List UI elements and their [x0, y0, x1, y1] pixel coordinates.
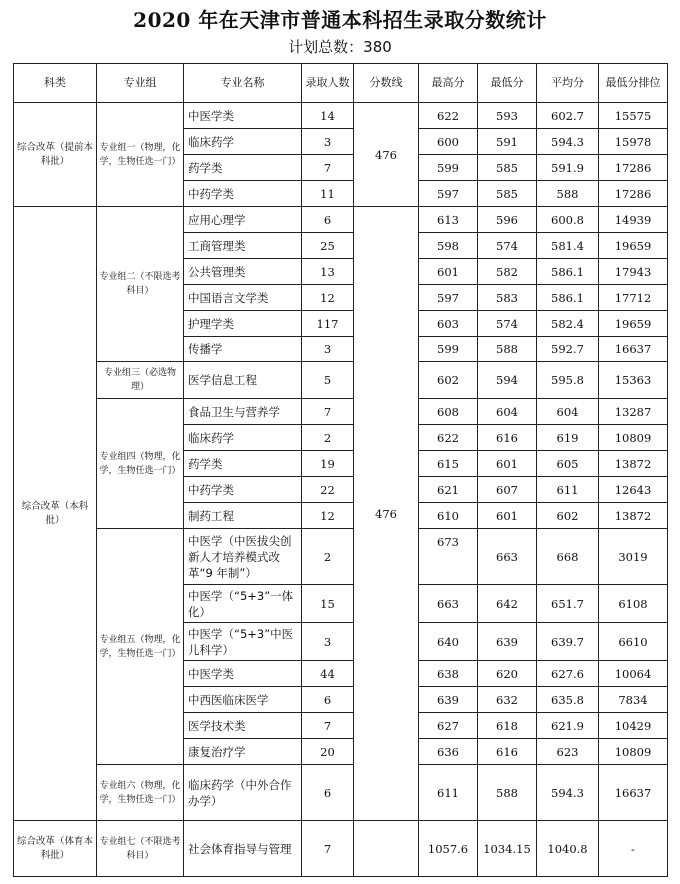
major-cell: 临床药学（中外合作办学）	[184, 765, 302, 821]
rank-cell: 13872	[599, 503, 668, 529]
enroll-cell: 44	[302, 661, 354, 687]
enroll-cell: 2	[302, 425, 354, 451]
min-cell: 582	[478, 259, 537, 285]
max-cell: 663	[419, 585, 478, 623]
cutoff-cell: 476	[354, 103, 419, 207]
enroll-cell: 7	[302, 155, 354, 181]
max-cell: 602	[419, 362, 478, 399]
table-row	[14, 103, 668, 129]
enroll-cell: 12	[302, 285, 354, 311]
avg-cell: 591.9	[537, 155, 599, 181]
avg-cell: 581.4	[537, 233, 599, 259]
max-cell: 613	[419, 207, 478, 233]
rank-cell: 17286	[599, 155, 668, 181]
group-cell: 专业组一（物理，化学，生物任选一门）	[97, 103, 184, 207]
group-cell: 专业组六（物理，化学，生物任选一门）	[97, 765, 184, 821]
max-cell: 599	[419, 155, 478, 181]
admission-score-table	[13, 63, 668, 877]
min-cell: 601	[478, 503, 537, 529]
table-row	[14, 529, 668, 585]
avg-cell: 668	[537, 529, 599, 585]
enroll-cell: 6	[302, 207, 354, 233]
max-cell: 599	[419, 337, 478, 362]
avg-cell: 619	[537, 425, 599, 451]
avg-cell: 635.8	[537, 687, 599, 713]
major-cell: 中医学类	[184, 103, 302, 129]
avg-cell: 592.7	[537, 337, 599, 362]
rank-cell: 16637	[599, 337, 668, 362]
major-cell: 中医学（“5+3”一体化）	[184, 585, 302, 623]
rank-cell: 17943	[599, 259, 668, 285]
page-title: 2020 年在天津市普通本科招生录取分数统计	[133, 8, 547, 32]
min-cell: 616	[478, 739, 537, 765]
table-row	[14, 765, 668, 821]
max-cell: 627	[419, 713, 478, 739]
avg-cell: 600.8	[537, 207, 599, 233]
avg-cell: 1040.8	[537, 821, 599, 877]
avg-cell: 623	[537, 739, 599, 765]
min-cell: 632	[478, 687, 537, 713]
min-cell: 583	[478, 285, 537, 311]
max-cell: 621	[419, 477, 478, 503]
major-cell: 护理学类	[184, 311, 302, 337]
major-cell: 中国语言文学类	[184, 285, 302, 311]
max-cell: 622	[419, 103, 478, 129]
rank-cell: 14939	[599, 207, 668, 233]
enroll-cell: 2	[302, 529, 354, 585]
min-cell: 574	[478, 233, 537, 259]
min-cell: 574	[478, 311, 537, 337]
enroll-cell: 6	[302, 687, 354, 713]
major-cell: 食品卫生与营养学	[184, 399, 302, 425]
max-cell: 636	[419, 739, 478, 765]
max-cell: 608	[419, 399, 478, 425]
avg-cell: 595.8	[537, 362, 599, 399]
rank-cell: 7834	[599, 687, 668, 713]
min-cell: 588	[478, 337, 537, 362]
group-cell: 专业组七（不限选考科目）	[97, 821, 184, 877]
major-cell: 中医学（中医拔尖创新人才培养模式改革“9 年制”）	[184, 529, 302, 585]
major-cell: 药学类	[184, 451, 302, 477]
enroll-cell: 15	[302, 585, 354, 623]
max-cell: 598	[419, 233, 478, 259]
table-row	[14, 207, 668, 233]
major-cell: 康复治疗学	[184, 739, 302, 765]
enroll-cell: 7	[302, 399, 354, 425]
major-cell: 中医学类	[184, 661, 302, 687]
max-cell: 611	[419, 765, 478, 821]
avg-cell: 582.4	[537, 311, 599, 337]
group-cell: 专业组三（必选物理）	[97, 362, 184, 399]
max-cell: 597	[419, 285, 478, 311]
header-category: 科类	[14, 64, 97, 103]
avg-cell: 588	[537, 181, 599, 207]
max-cell: 597	[419, 181, 478, 207]
group-cell: 专业组五（物理，化学，生物任选一门）	[97, 529, 184, 765]
avg-cell: 605	[537, 451, 599, 477]
min-cell: 585	[478, 181, 537, 207]
cutoff-cell	[354, 821, 419, 877]
min-cell: 585	[478, 155, 537, 181]
avg-cell: 627.6	[537, 661, 599, 687]
rank-cell: 15575	[599, 103, 668, 129]
table-row	[14, 362, 668, 399]
rank-cell: 3019	[599, 529, 668, 585]
avg-cell: 586.1	[537, 259, 599, 285]
major-cell: 中药学类	[184, 477, 302, 503]
header-rank: 最低分排位	[599, 64, 668, 103]
max-cell: 600	[419, 129, 478, 155]
avg-cell: 594.3	[537, 765, 599, 821]
avg-cell: 604	[537, 399, 599, 425]
enroll-cell: 5	[302, 362, 354, 399]
enroll-cell: 3	[302, 129, 354, 155]
header-row	[14, 64, 668, 103]
major-cell: 医学信息工程	[184, 362, 302, 399]
min-cell: 591	[478, 129, 537, 155]
header-min: 最低分	[478, 64, 537, 103]
cutoff-cell: 476	[354, 207, 419, 821]
rank-cell: 15978	[599, 129, 668, 155]
min-cell: 663	[478, 529, 537, 585]
avg-cell: 651.7	[537, 585, 599, 623]
header-avg: 平均分	[537, 64, 599, 103]
rank-cell: 10429	[599, 713, 668, 739]
major-cell: 传播学	[184, 337, 302, 362]
rank-cell: 13287	[599, 399, 668, 425]
header-major: 专业名称	[184, 64, 302, 103]
rank-cell: 10809	[599, 739, 668, 765]
rank-cell: 16637	[599, 765, 668, 821]
min-cell: 642	[478, 585, 537, 623]
enroll-cell: 25	[302, 233, 354, 259]
min-cell: 607	[478, 477, 537, 503]
max-cell: 622	[419, 425, 478, 451]
avg-cell: 621.9	[537, 713, 599, 739]
header-enroll: 录取人数	[302, 64, 354, 103]
min-cell: 596	[478, 207, 537, 233]
enroll-cell: 7	[302, 821, 354, 877]
max-cell: 610	[419, 503, 478, 529]
major-cell: 社会体育指导与管理	[184, 821, 302, 877]
enroll-cell: 6	[302, 765, 354, 821]
rank-cell: 12643	[599, 477, 668, 503]
major-cell: 制药工程	[184, 503, 302, 529]
rank-cell: 19659	[599, 311, 668, 337]
min-cell: 1034.15	[478, 821, 537, 877]
major-cell: 应用心理学	[184, 207, 302, 233]
max-cell: 601	[419, 259, 478, 285]
avg-cell: 586.1	[537, 285, 599, 311]
enroll-cell: 20	[302, 739, 354, 765]
min-cell: 601	[478, 451, 537, 477]
rank-cell: 17286	[599, 181, 668, 207]
min-cell: 618	[478, 713, 537, 739]
avg-cell: 602	[537, 503, 599, 529]
enroll-cell: 22	[302, 477, 354, 503]
avg-cell: 611	[537, 477, 599, 503]
min-cell: 593	[478, 103, 537, 129]
enroll-cell: 12	[302, 503, 354, 529]
enroll-cell: 13	[302, 259, 354, 285]
rank-cell: 19659	[599, 233, 668, 259]
rank-cell: 6610	[599, 623, 668, 661]
major-cell: 药学类	[184, 155, 302, 181]
max-cell: 638	[419, 661, 478, 687]
major-cell: 中医学（“5+3”中医儿科学）	[184, 623, 302, 661]
min-cell: 588	[478, 765, 537, 821]
group-cell: 专业组四（物理，化学，生物任选一门）	[97, 399, 184, 529]
enroll-cell: 117	[302, 311, 354, 337]
rank-cell: 15363	[599, 362, 668, 399]
min-cell: 604	[478, 399, 537, 425]
avg-cell: 602.7	[537, 103, 599, 129]
max-cell: 615	[419, 451, 478, 477]
min-cell: 639	[478, 623, 537, 661]
major-cell: 公共管理类	[184, 259, 302, 285]
max-cell: 673	[419, 529, 478, 585]
rank-cell: 17712	[599, 285, 668, 311]
min-cell: 620	[478, 661, 537, 687]
major-cell: 临床药学	[184, 129, 302, 155]
group-cell: 专业组二（不限选考科目）	[97, 207, 184, 362]
major-cell: 工商管理类	[184, 233, 302, 259]
rank-cell: 10064	[599, 661, 668, 687]
plan-total: 计划总数：380	[288, 38, 392, 56]
table-row	[14, 821, 668, 877]
enroll-cell: 19	[302, 451, 354, 477]
category-cell: 综合改革（本科批）	[14, 207, 97, 821]
min-cell: 594	[478, 362, 537, 399]
rank-cell: 6108	[599, 585, 668, 623]
rank-cell: -	[599, 821, 668, 877]
max-cell: 640	[419, 623, 478, 661]
rank-cell: 13872	[599, 451, 668, 477]
header-cutoff: 分数线	[354, 64, 419, 103]
rank-cell: 10809	[599, 425, 668, 451]
enroll-cell: 11	[302, 181, 354, 207]
major-cell: 中药学类	[184, 181, 302, 207]
max-cell: 639	[419, 687, 478, 713]
avg-cell: 594.3	[537, 129, 599, 155]
major-cell: 中西医临床医学	[184, 687, 302, 713]
header-max: 最高分	[419, 64, 478, 103]
enroll-cell: 3	[302, 623, 354, 661]
major-cell: 医学技术类	[184, 713, 302, 739]
header-group: 专业组	[97, 64, 184, 103]
min-cell: 616	[478, 425, 537, 451]
enroll-cell: 7	[302, 713, 354, 739]
max-cell: 603	[419, 311, 478, 337]
enroll-cell: 3	[302, 337, 354, 362]
avg-cell: 639.7	[537, 623, 599, 661]
max-cell: 1057.6	[419, 821, 478, 877]
table-row	[14, 399, 668, 425]
category-cell: 综合改革（体育本科批）	[14, 821, 97, 877]
major-cell: 临床药学	[184, 425, 302, 451]
category-cell: 综合改革（提前本科批）	[14, 103, 97, 207]
enroll-cell: 14	[302, 103, 354, 129]
